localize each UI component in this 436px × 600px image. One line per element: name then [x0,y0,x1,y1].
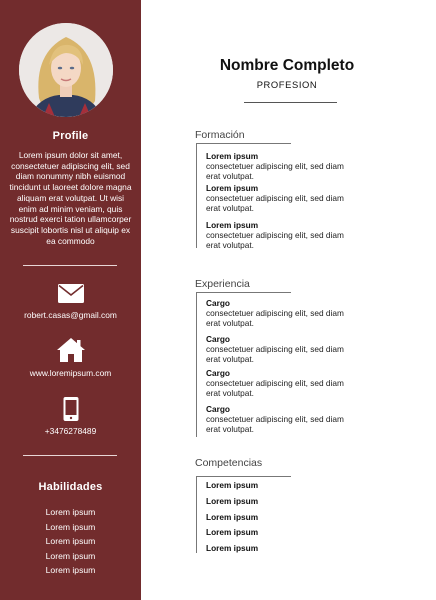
profile-heading: Profile [52,130,89,142]
competencia-item: Lorem ipsum [206,527,259,537]
competencia-item: Lorem ipsum [206,512,259,522]
section-line [196,143,197,248]
phone-text[interactable]: +3476278489 [44,426,97,436]
entry-heading: Lorem ipsum [206,151,259,161]
skills-heading: Habilidades [38,481,103,493]
profession: PROFESION [256,79,318,90]
entry-heading: Cargo [206,368,230,378]
sidebar [0,0,141,600]
envelope-icon [58,284,84,308]
entry-text: consectetuer adipiscing elit, sed diam [206,344,344,354]
divider [23,455,117,456]
experiencia-entry [206,404,366,434]
section-title-formacion: Formación [195,129,245,141]
entry-text: erat volutpat. [206,354,254,364]
experiencia-entry [206,298,366,328]
entry-heading: Lorem ipsum [206,183,259,193]
email-text[interactable]: robert.casas@gmail.com [24,310,117,320]
entry-text: consectetuer adipiscing elit, sed diam [206,308,344,318]
skill-item: Lorem ipsum [45,536,96,547]
entry-heading: Lorem ipsum [206,220,259,230]
profile-photo [19,23,113,117]
avatar [19,23,113,117]
entry-text: erat volutpat. [206,240,254,250]
entry-text: erat volutpat. [206,388,254,398]
formacion-entry [206,183,366,213]
section-line [196,292,197,437]
skill-item: Lorem ipsum [45,565,96,576]
entry-text: consectetuer adipiscing elit, sed diam [206,193,344,203]
entry-text: consectetuer adipiscing elit, sed diam [206,230,344,240]
skills-list [0,505,141,578]
entry-text: erat volutpat. [206,424,254,434]
competencia-item: Lorem ipsum [206,480,259,490]
competencia-item: Lorem ipsum [206,496,259,506]
section-title-competencias: Competencias [195,457,263,469]
formacion-entry [206,151,366,181]
entry-text: erat volutpat. [206,318,254,328]
home-icon [56,337,86,368]
entry-text: consectetuer adipiscing elit, sed diam [206,414,344,424]
experiencia-entry [206,334,366,364]
competencia-item: Lorem ipsum [206,543,259,553]
section-rule [196,292,291,293]
entry-heading: Cargo [206,334,230,344]
entry-text: consectetuer adipiscing elit, sed diam [206,161,344,171]
section-line [196,476,197,553]
full-name: Nombre Completo [219,57,355,74]
smartphone-icon [63,397,78,426]
skill-item: Lorem ipsum [45,507,96,517]
skill-item: Lorem ipsum [45,550,96,561]
entry-text: consectetuer adipiscing elit, sed diam [206,378,344,388]
entry-heading: Cargo [206,298,230,308]
profile-text: Lorem ipsum dolor sit amet, consectetuer adipiscing elit, sed diam nonummy nibh euismod tincidunt ut laoreet dolore magna aliquam erat volutpat. Ut wisi enim ad minim veniam, quis nostrud exerci tation ullamcorper suscipit lobortis nisl ut aliquip ex ea commodo [9,150,132,246]
section-title-experiencia: Experiencia [195,278,250,290]
website-text[interactable]: www.loremipsum.com [29,368,112,378]
experiencia-entry [206,368,366,398]
entry-text: erat volutpat. [206,171,254,181]
header-rule [244,102,337,103]
entry-heading: Cargo [206,404,230,414]
skill-item: Lorem ipsum [45,521,96,532]
section-rule [196,143,291,144]
section-rule [196,476,291,477]
divider [23,265,117,266]
formacion-entry [206,220,366,250]
entry-text: erat volutpat. [206,203,254,213]
